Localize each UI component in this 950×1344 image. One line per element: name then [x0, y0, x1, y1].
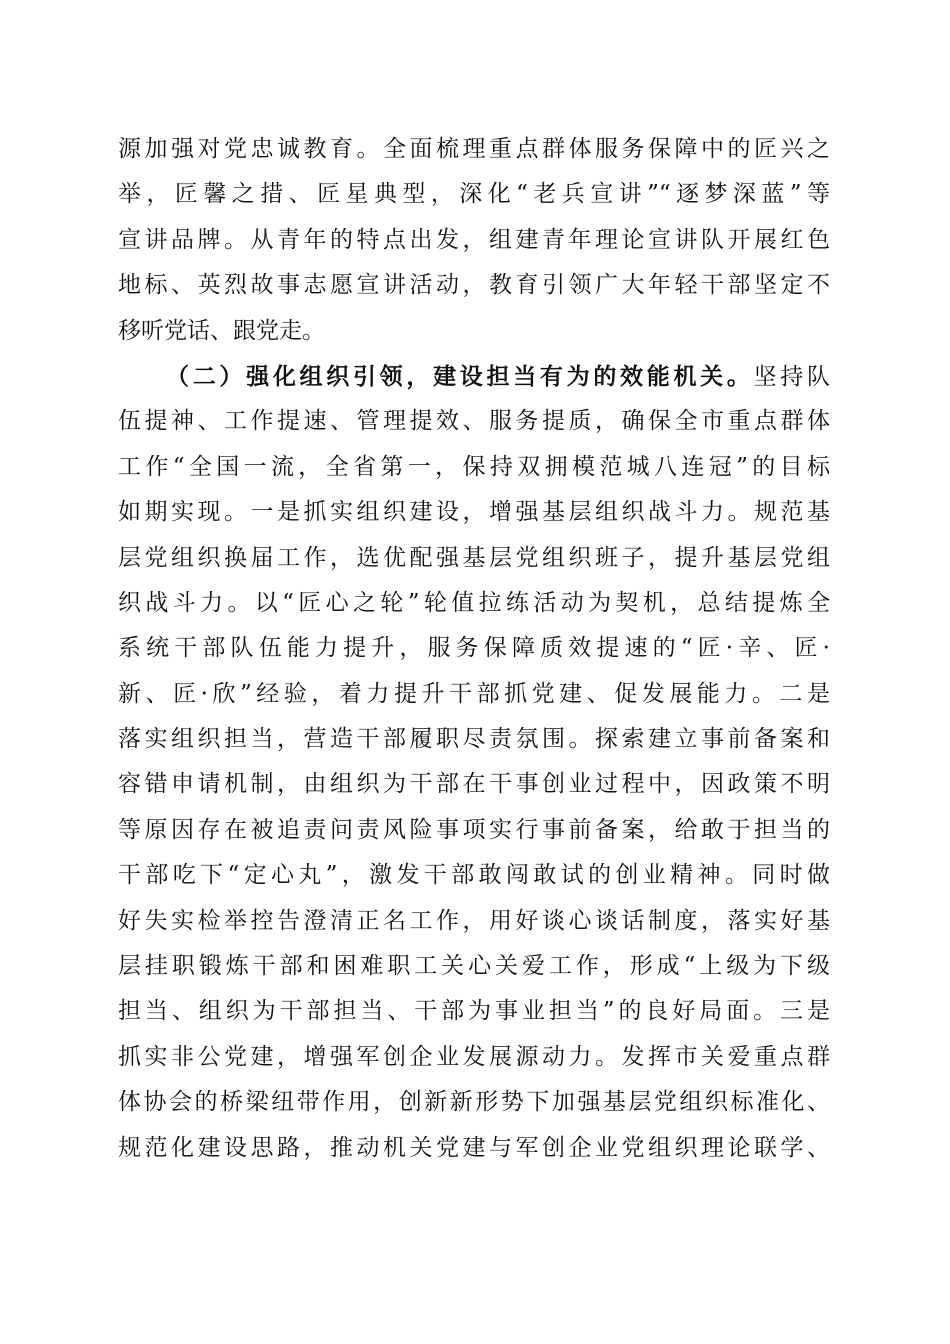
- text-line: 等原因存在被追责问责风险事项实行事前备案，给敢于担当的: [118, 816, 830, 843]
- text-line: 织战斗力。以“匠心之轮”轮值拉练活动为契机，总结提炼全: [118, 589, 830, 616]
- paragraph-2-first-line: [118, 354, 830, 399]
- text-line: 地标、英烈故事志愿宣讲活动，教育引领广大年轻干部坚定不: [118, 272, 830, 299]
- text-line: 举，匠馨之措、匠星典型，深化“老兵宣讲”“逐梦深蓝”等: [118, 181, 830, 208]
- text-line: 伍提神、工作提速、管理提效、服务提质，确保全市重点群体: [118, 408, 830, 435]
- text-line: 工作“全国一流，全省第一，保持双拥模范城八连冠”的目标: [118, 453, 830, 480]
- text-line: 体协会的桥梁纽带作用，创新新形势下加强基层党组织标准化、: [118, 1089, 830, 1116]
- document-body: [118, 127, 830, 1171]
- text-line: 容错申请机制，由组织为干部在干事创业过程中，因政策不明: [118, 771, 830, 798]
- text-line: 宣讲品牌。从青年的特点出发，组建青年理论宣讲队开展红色: [118, 226, 830, 253]
- section-heading: （二）强化组织引领，建设担当有为的效能机关。: [166, 362, 754, 390]
- text-line: 如期实现。一是抓实组织建设，增强基层组织战斗力。规范基: [118, 499, 830, 526]
- text-line: 移听党话、跟党走。: [118, 317, 325, 344]
- text-line: 新、匠·欣”经验，着力提升干部抓党建、促发展能力。二是: [118, 680, 830, 707]
- text-line: 系统干部队伍能力提升，服务保障质效提速的“匠·辛、匠·: [118, 635, 830, 662]
- text-line: 层挂职锻炼干部和困难职工关心关爱工作，形成“上级为下级: [118, 953, 830, 980]
- text-line: 源加强对党忠诚教育。全面梳理重点群体服务保障中的匠兴之: [118, 136, 830, 162]
- text-span: 坚持队: [753, 363, 830, 390]
- text-line: 干部吃下“定心丸”，激发干部敢闯敢试的创业精神。同时做: [118, 862, 830, 889]
- paragraph-1: [118, 127, 830, 354]
- text-line: 层党组织换届工作，选优配强基层党组织班子，提升基层党组: [118, 544, 830, 571]
- text-line: 担当、组织为干部担当、干部为事业担当”的良好局面。三是: [118, 998, 830, 1025]
- paragraph-2: [118, 354, 830, 1171]
- text-line: 规范化建设思路，推动机关党建与军创企业党组织理论联学、: [118, 1134, 830, 1161]
- text-line: 好失实检举控告澄清正名工作，用好谈心谈话制度，落实好基: [118, 907, 830, 934]
- text-line: 抓实非公党建，增强军创企业发展源动力。发挥市关爱重点群: [118, 1043, 830, 1070]
- text-line: 落实组织担当，营造干部履职尽责氛围。探索建立事前备案和: [118, 726, 830, 753]
